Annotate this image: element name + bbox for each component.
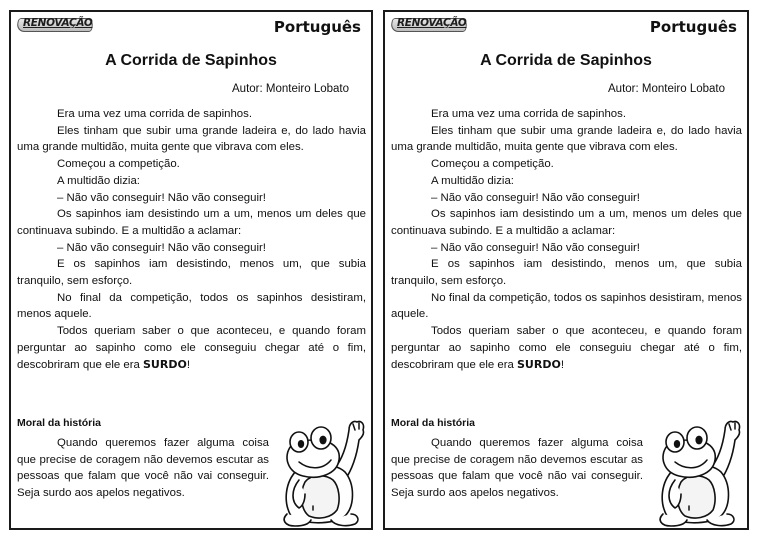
renovacao-logo: RENOVAÇÃO [391,16,467,34]
renovacao-logo: RENOVAÇÃO [17,16,93,34]
story-paragraph: Era uma vez uma corrida de sapinhos. [57,108,253,120]
story-author: Autor: Monteiro Lobato [608,83,725,95]
moral-paragraph: Quando queremos fazer alguma coisa que precise de coragem não devemos escutar as pessoas que falam que você não vai conseguir. Seja surdo aos apelos negativos. [391,437,643,500]
story-title: A Corrida de Sapinhos [105,52,277,69]
frog-illustration [649,410,745,528]
story-paragraph: A multidão dizia: [57,174,140,187]
story-paragraph: E os sapinhos iam desistindo, menos um, que subia tranquilo, sem esforço. [17,258,366,288]
story-paragraph: Começou a competição. [57,158,180,171]
story-text [391,106,742,373]
moral-paragraph: Quando queremos fazer alguma coisa que precise de coragem não devemos escutar as pessoas que falam que você não vai conseguir. Seja surdo aos apelos negativos. [17,437,269,500]
story-author: Autor: Monteiro Lobato [232,83,349,95]
story-paragraph: Era uma vez uma corrida de sapinhos. [431,108,627,120]
moral-text [17,435,269,502]
story-paragraph: A multidão dizia: [431,174,514,187]
story-paragraph: Os sapinhos iam desistindo um a um, menos um deles que continuava subindo. E a multidão a aclamar: [391,208,742,237]
story-paragraph: – Não vão conseguir! Não vão conseguir! [431,191,640,204]
worksheet-right [383,10,749,530]
story-paragraph: Todos queriam saber o que aconteceu, e quando foram perguntar ao sapinho como ele conseguiu chegar até o fim, descobriram que ele era SURDO! [17,325,366,371]
story-title: A Corrida de Sapinhos [480,52,652,69]
moral-heading: Moral da história [391,417,476,429]
story-paragraph: Todos queriam saber o que aconteceu, e quando foram perguntar ao sapinho como ele conseguiu chegar até o fim, descobriram que ele era SURDO! [391,325,742,371]
story-paragraph: No final da competição, todos os sapinhos desistiram, menos aquele. [17,291,366,321]
story-paragraph: – Não vão conseguir! Não vão conseguir! [57,191,266,204]
story-paragraph: Começou a competição. [431,158,554,171]
story-paragraph: No final da competição, todos os sapinhos desistiram, menos aquele. [391,291,742,321]
subject-heading: Português [649,18,737,36]
surdo-emphasis: SURDO [517,357,561,371]
moral-text [391,435,643,502]
story-paragraph: – Não vão conseguir! Não vão conseguir! [431,241,640,254]
story-text [17,106,366,373]
subject-heading: Português [273,18,361,36]
surdo-emphasis: SURDO [143,357,187,371]
moral-heading: Moral da história [17,417,102,429]
story-paragraph: Eles tinham que subir uma grande ladeira e, do lado havia uma grande multidão, muita gente que vibrava com eles. [391,124,742,154]
frog-illustration [273,410,369,528]
story-paragraph: E os sapinhos iam desistindo, menos um, que subia tranquilo, sem esforço. [391,258,742,288]
worksheet-left [9,10,373,530]
story-paragraph: – Não vão conseguir! Não vão conseguir! [57,241,266,254]
story-paragraph: Os sapinhos iam desistindo um a um, menos um deles que continuava subindo. E a multidão a aclamar: [17,208,366,237]
story-paragraph: Eles tinham que subir uma grande ladeira e, do lado havia uma grande multidão, muita gente que vibrava com eles. [17,124,366,154]
